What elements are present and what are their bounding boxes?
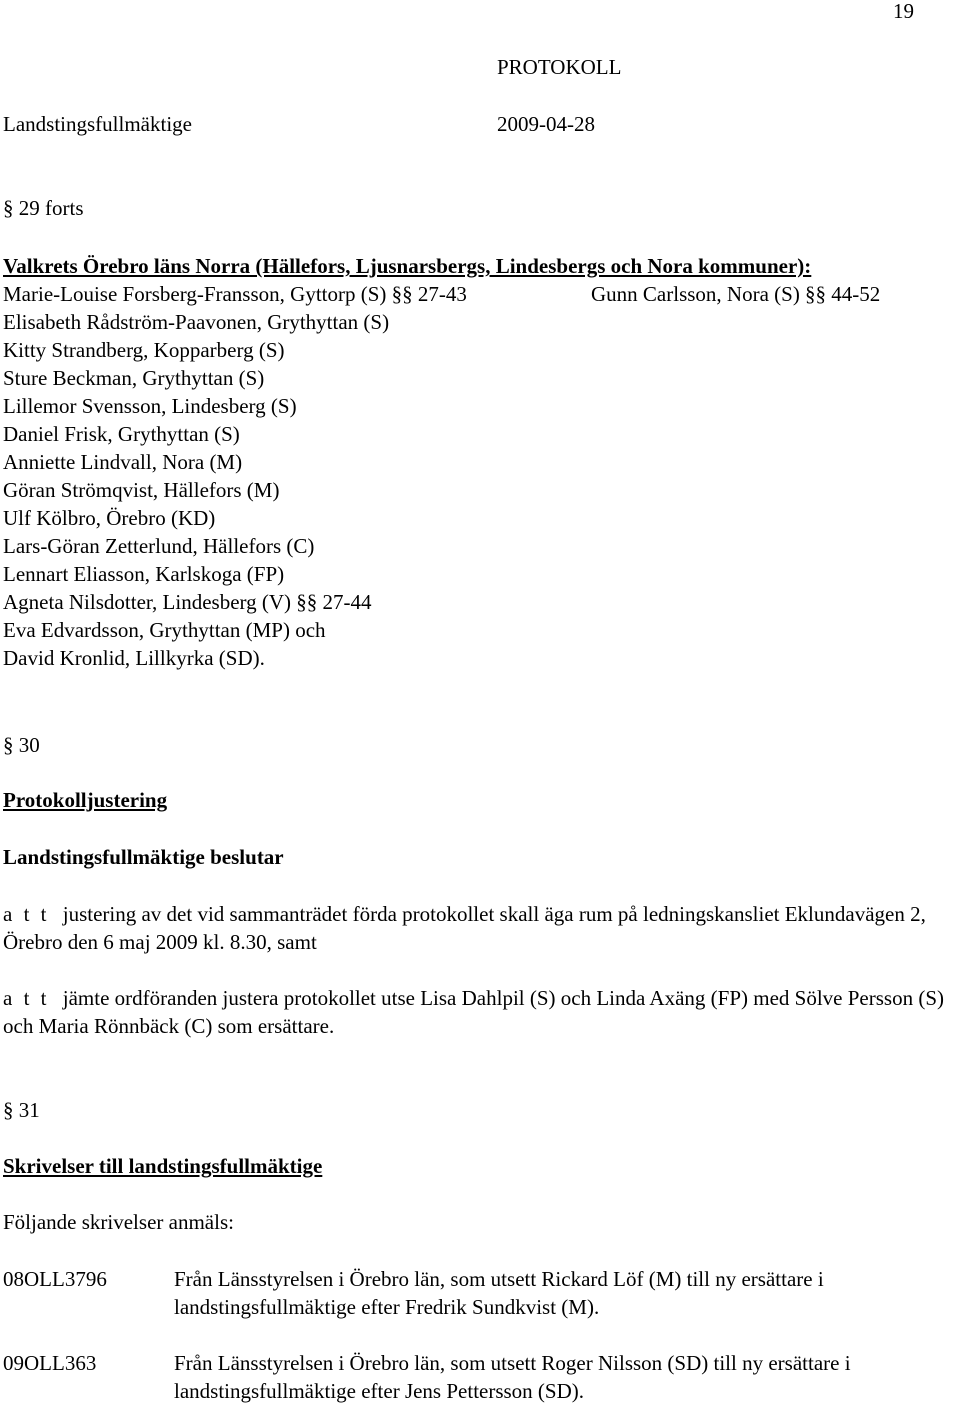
meeting-date: 2009-04-28 bbox=[497, 112, 595, 136]
decision-item bbox=[3, 900, 953, 956]
member-item: Ulf Kölbro, Örebro (KD) bbox=[3, 506, 216, 530]
member-item: Daniel Frisk, Grythyttan (S) bbox=[3, 422, 240, 446]
decision-text: jämte ordföranden justera protokollet utse Lisa Dahlpil (S) och Linda Axäng (FP) med Sölve Persson (S) och Maria Rönnbäck (C) som ersättare. bbox=[3, 986, 945, 1038]
letter-number: 08OLL3796 bbox=[3, 1267, 107, 1291]
section-29-title: Valkrets Örebro läns Norra (Hällefors, Ljusnarsbergs, Lindesbergs och Nora kommuner): bbox=[3, 254, 812, 278]
decision-text: justering av det vid sammanträdet förda protokollet skall äga rum på ledningskansliet Eklundavägen 2, Örebro den 6 maj 2009 kl. 8.30, samt bbox=[3, 902, 926, 954]
section-31-heading: § 31 bbox=[3, 1098, 40, 1122]
member-item: Sture Beckman, Grythyttan (S) bbox=[3, 366, 265, 390]
member-item: David Kronlid, Lillkyrka (SD). bbox=[3, 646, 265, 670]
att-label: a t t bbox=[3, 902, 50, 926]
letter-text: Från Länsstyrelsen i Örebro län, som utsett Rickard Löf (M) till ny ersättare i landstingsfullmäktige efter Fredrik Sundkvist (M). bbox=[174, 1267, 824, 1319]
section-30-title: Protokolljustering bbox=[3, 788, 168, 812]
member-item: Göran Strömqvist, Hällefors (M) bbox=[3, 478, 280, 502]
decision-item bbox=[3, 984, 953, 1040]
section-31-title: Skrivelser till landstingsfullmäktige bbox=[3, 1154, 323, 1178]
member-item: Lars-Göran Zetterlund, Hällefors (C) bbox=[3, 534, 315, 558]
member-item: Anniette Lindvall, Nora (M) bbox=[3, 450, 243, 474]
organization-name: Landstingsfullmäktige bbox=[3, 112, 192, 136]
member-item: Agneta Nilsdotter, Lindesberg (V) §§ 27-44 bbox=[3, 590, 372, 614]
letter-text: Från Länsstyrelsen i Örebro län, som utsett Roger Nilsson (SD) till ny ersättare i landstingsfullmäktige efter Jens Pettersson (SD). bbox=[174, 1351, 851, 1403]
document-type: PROTOKOLL bbox=[497, 55, 622, 79]
member-item: Kitty Strandberg, Kopparberg (S) bbox=[3, 338, 285, 362]
letters-intro: Följande skrivelser anmäls: bbox=[3, 1210, 234, 1234]
member-item: Elisabeth Rådström-Paavonen, Grythyttan (S) bbox=[3, 310, 390, 334]
letter-number: 09OLL363 bbox=[3, 1351, 97, 1375]
member-item-right: Gunn Carlsson, Nora (S) §§ 44-52 bbox=[591, 282, 881, 306]
member-list bbox=[3, 280, 467, 672]
member-item: Lennart Eliasson, Karlskoga (FP) bbox=[3, 562, 285, 586]
member-item: Eva Edvardsson, Grythyttan (MP) och bbox=[3, 618, 326, 642]
att-label: a t t bbox=[3, 986, 50, 1010]
member-item: Marie-Louise Forsberg-Fransson, Gyttorp (S) §§ 27-43 bbox=[3, 282, 467, 306]
section-29-heading: § 29 forts bbox=[3, 196, 84, 220]
page-number: 19 bbox=[893, 0, 914, 23]
decision-heading: Landstingsfullmäktige beslutar bbox=[3, 845, 284, 869]
section-30-heading: § 30 bbox=[3, 733, 40, 757]
member-item: Lillemor Svensson, Lindesberg (S) bbox=[3, 394, 297, 418]
